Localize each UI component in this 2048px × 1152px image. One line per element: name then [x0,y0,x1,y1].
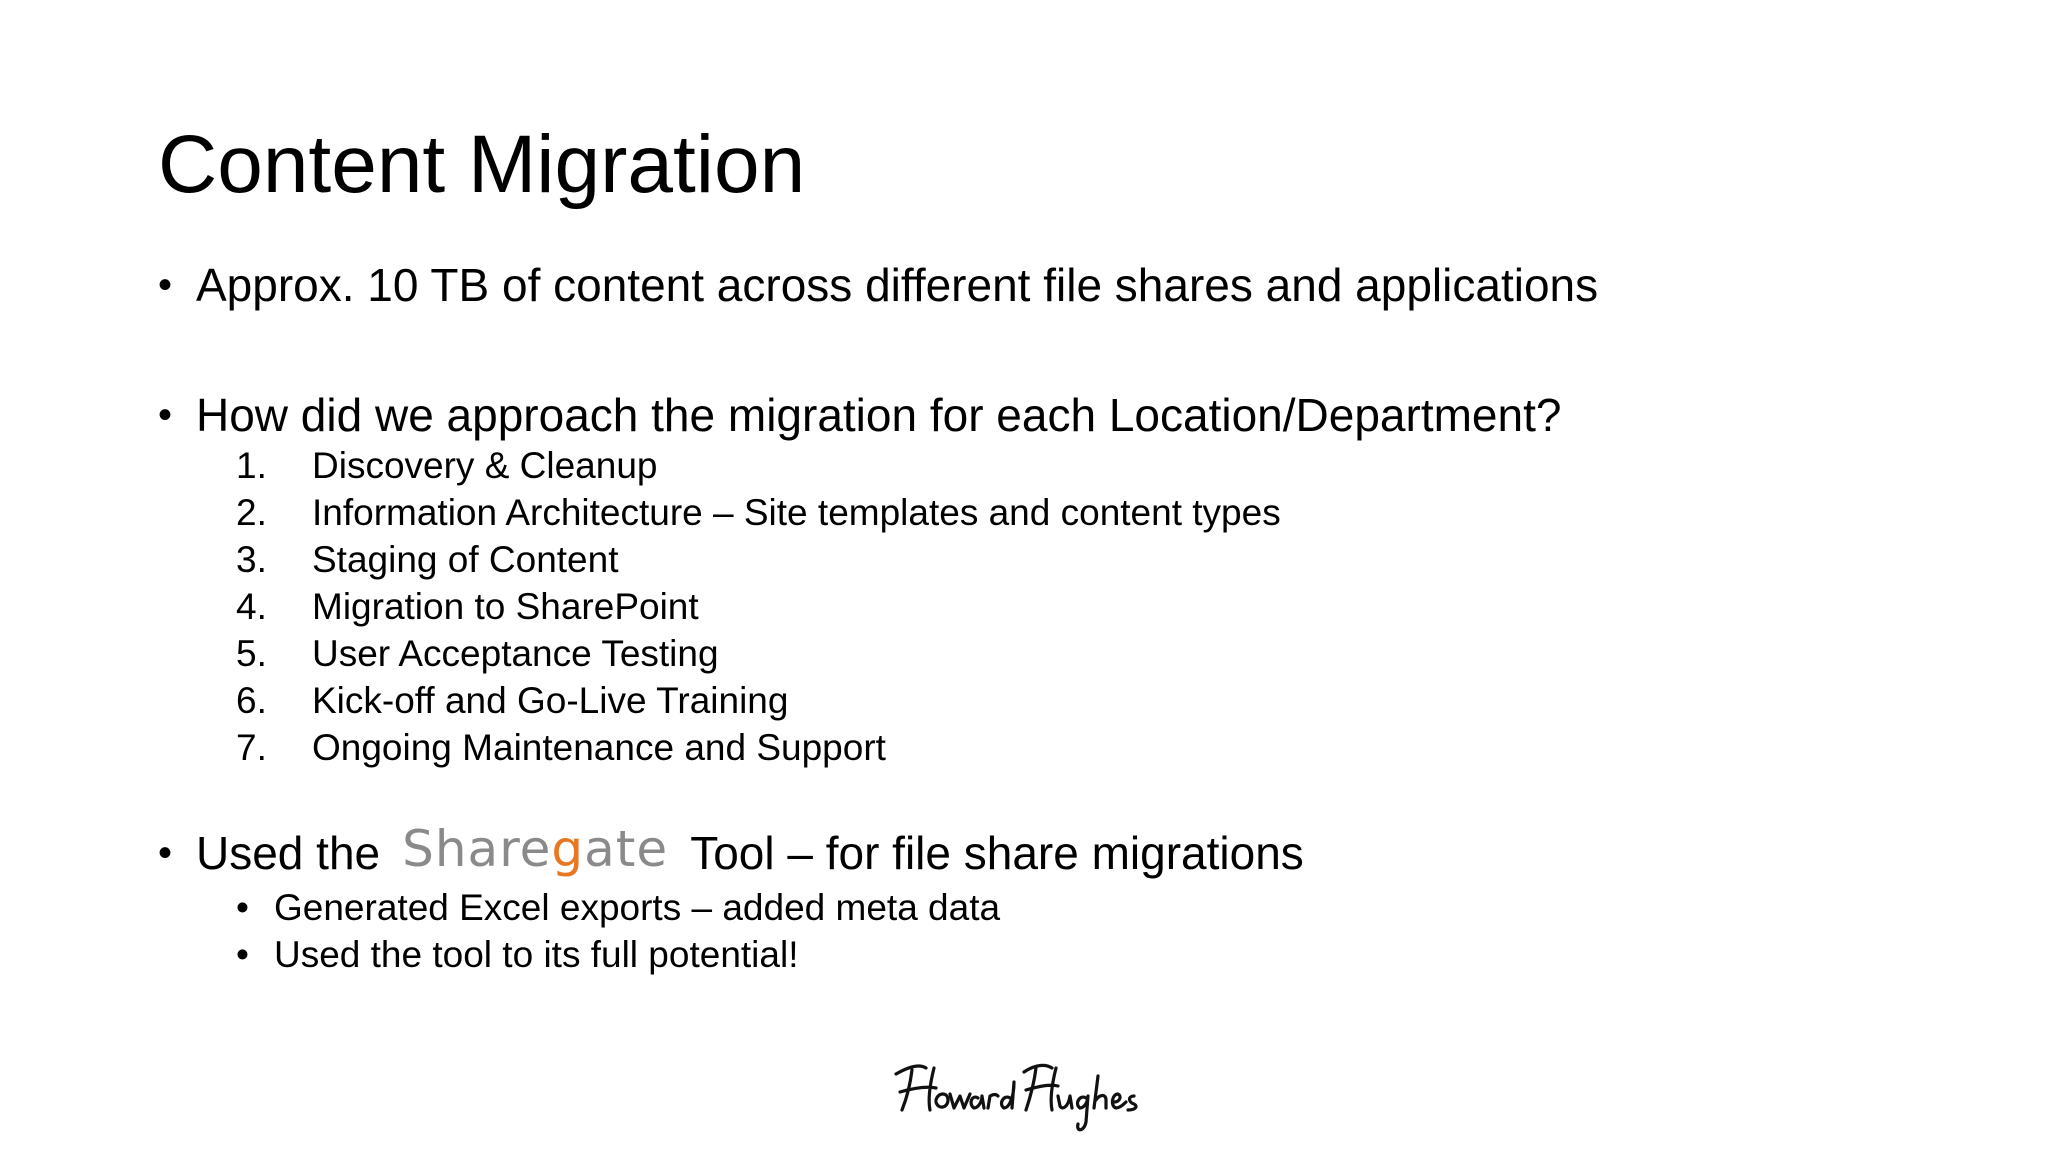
step-text: Kick-off and Go-Live Training [312,680,789,721]
sharegate-logo [402,820,668,878]
bullet-text: How did we approach the migration for each Location/Department? [196,389,1562,441]
step-text: Discovery & Cleanup [312,445,658,486]
step-number: 7. [236,727,267,768]
bullet-glyph: • [158,830,173,875]
sub-bullet-text: Generated Excel exports – added meta data [274,887,1001,928]
list-item [236,724,1281,771]
logo-text: Share [402,820,552,878]
bullet-sharegate-tool [158,820,1304,882]
bullet-text-prefix: Used the [196,827,381,879]
bullet-glyph: • [158,392,173,437]
bullet-glyph: • [236,934,249,975]
step-number: 2. [236,492,267,533]
list-item [236,630,1281,677]
step-number: 5. [236,633,267,674]
migration-steps-list [236,442,1281,771]
list-item [236,536,1281,583]
bullet-text: Approx. 10 TB of content across different file shares and applications [196,259,1599,311]
list-item [236,442,1281,489]
bullet-glyph: • [236,887,249,928]
step-text: Staging of Content [312,539,619,580]
sharegate-sub-bullets [236,884,1000,978]
list-item [236,583,1281,630]
step-text: User Acceptance Testing [312,633,719,674]
bullet-approach [158,388,1561,442]
step-number: 1. [236,445,267,486]
step-text: Migration to SharePoint [312,586,699,627]
howard-hughes-signature-logo [890,1052,1170,1142]
list-item [236,677,1281,724]
bullet-content-volume [158,258,1598,312]
list-item [236,489,1281,536]
list-item [236,931,1000,978]
step-text: Ongoing Maintenance and Support [312,727,886,768]
step-number: 4. [236,586,267,627]
list-item [236,884,1000,931]
logo-accent-letter: g [551,820,585,878]
step-text: Information Architecture – Site templates and content types [312,492,1281,533]
step-number: 3. [236,539,267,580]
bullet-text-suffix: Tool – for file share migrations [690,827,1304,879]
logo-text: ate [584,820,669,878]
step-number: 6. [236,680,267,721]
bullet-glyph: • [158,262,173,307]
slide-title: Content Migration [158,119,806,210]
sub-bullet-text: Used the tool to its full potential! [274,934,799,975]
